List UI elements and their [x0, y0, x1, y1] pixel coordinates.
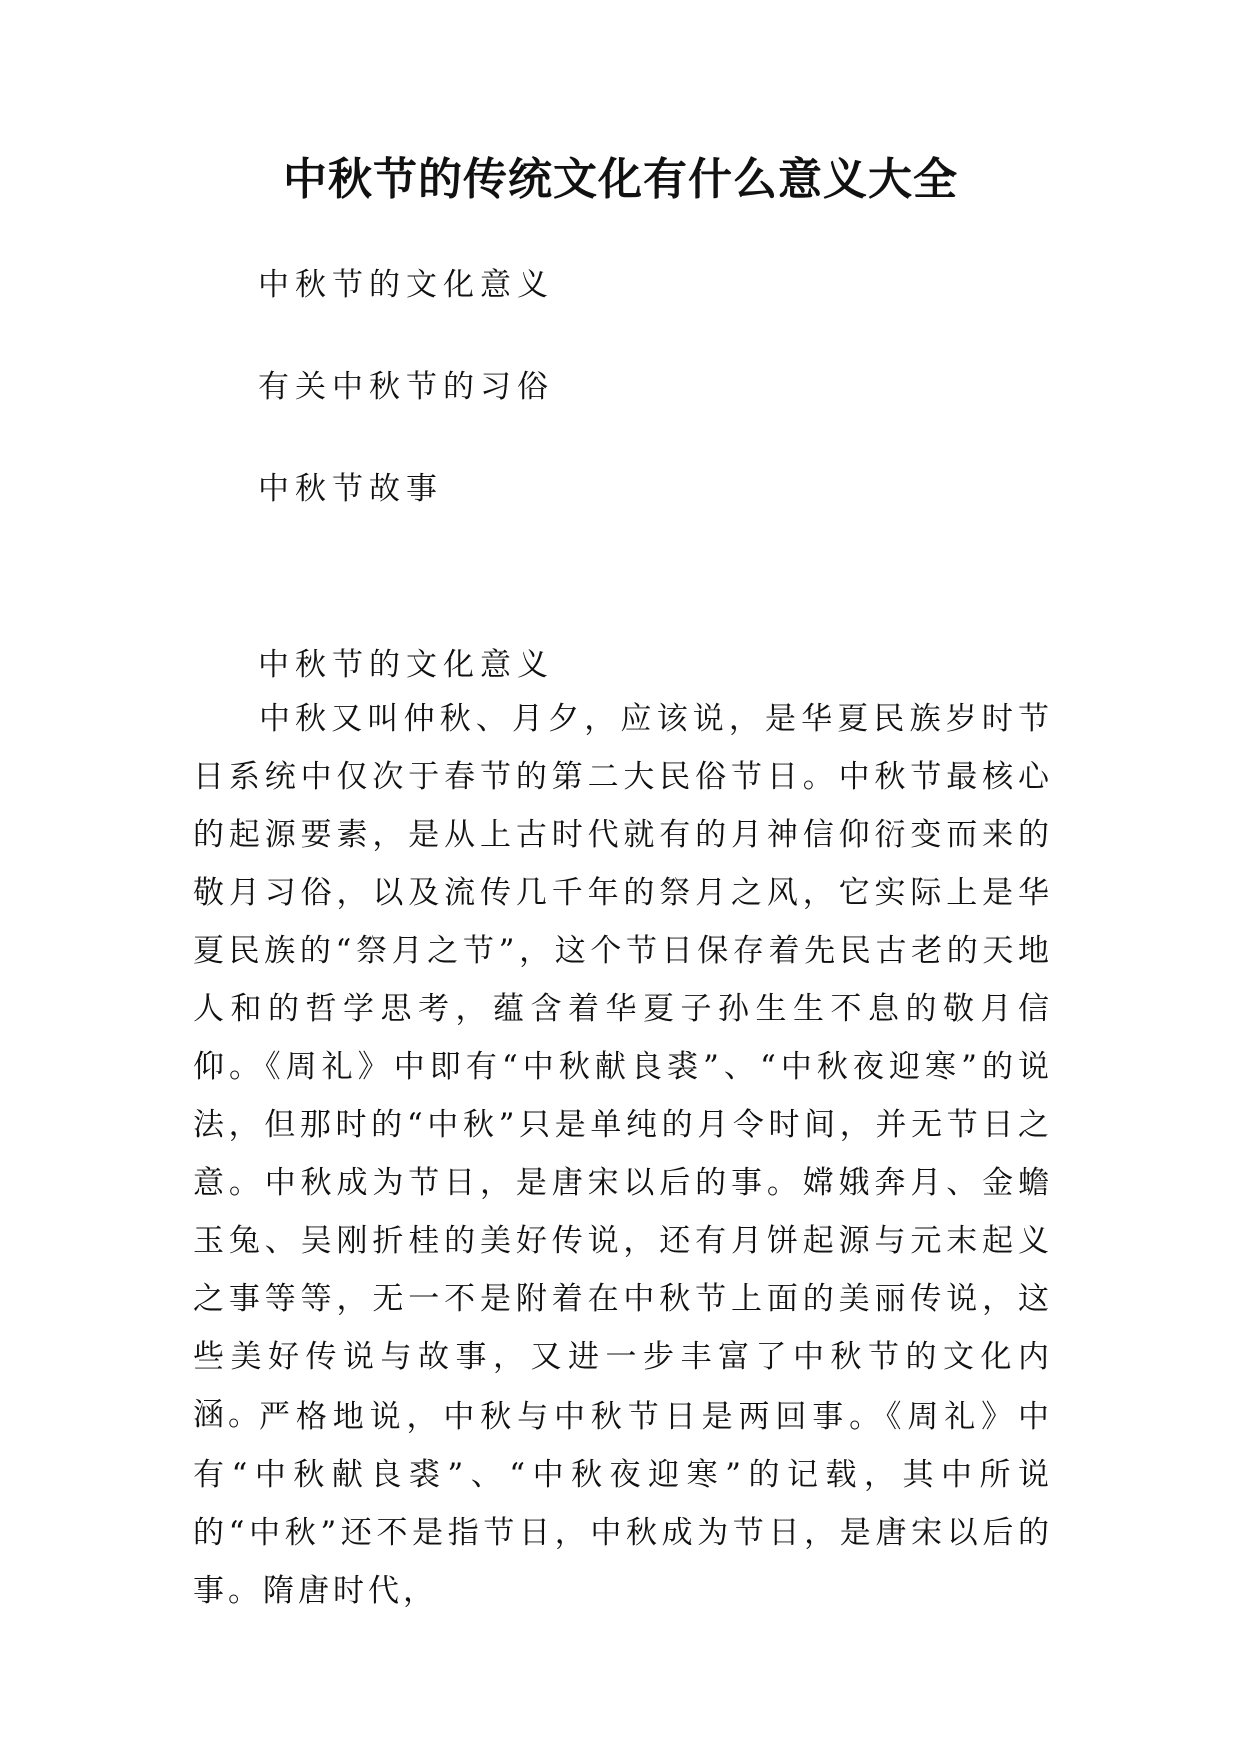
section-heading: 中秋节的文化意义	[258, 647, 554, 683]
body-paragraph-1: 中秋又叫仲秋、月夕，应该说，是华夏民族岁时节日系统中仅次于春节的第二大民俗节日。中秋节最核心的起源要素，是从上古时代就有的月神信仰衍变而来的敬月习俗，以及流传几千年的祭月之风，它实际上是华夏民族的“祭月之节”，这个节日保存着先民古老的天地人和的哲学思考，蕴含着华夏子孙生生不息的敬月信仰。《周礼》中即有“中秋献良裘”、“中秋夜迎寒”的说法，但那时的“中秋”只是单纯的月令时间，并无节日之意。中秋成为节日，是唐宋以后的事。嫦娥奔月、金蟾玉兔、吴刚折桂的美好传说，还有月饼起源与元末起义之事等等，无一不是附着在中秋节上面的美丽传说，这些美好传说与故事，又进一步丰富了中秋节的文化内涵。	[193, 701, 1053, 1433]
document-title: 中秋节的传统文化有什么意义大全	[283, 154, 958, 205]
body-paragraph-2: 严格地说，中秋与中秋节日是两回事。《周礼》中有“中秋献良裘”、“中秋夜迎寒”的记载，其中所说的“中秋”还不是指节日，中秋成为节日，是唐宋以后的事。隋唐时代，	[193, 1399, 1053, 1609]
toc-item-customs: 有关中秋节的习俗	[258, 369, 554, 405]
toc-item-cultural-meaning: 中秋节的文化意义	[258, 267, 554, 303]
toc-item-stories: 中秋节故事	[258, 471, 443, 507]
